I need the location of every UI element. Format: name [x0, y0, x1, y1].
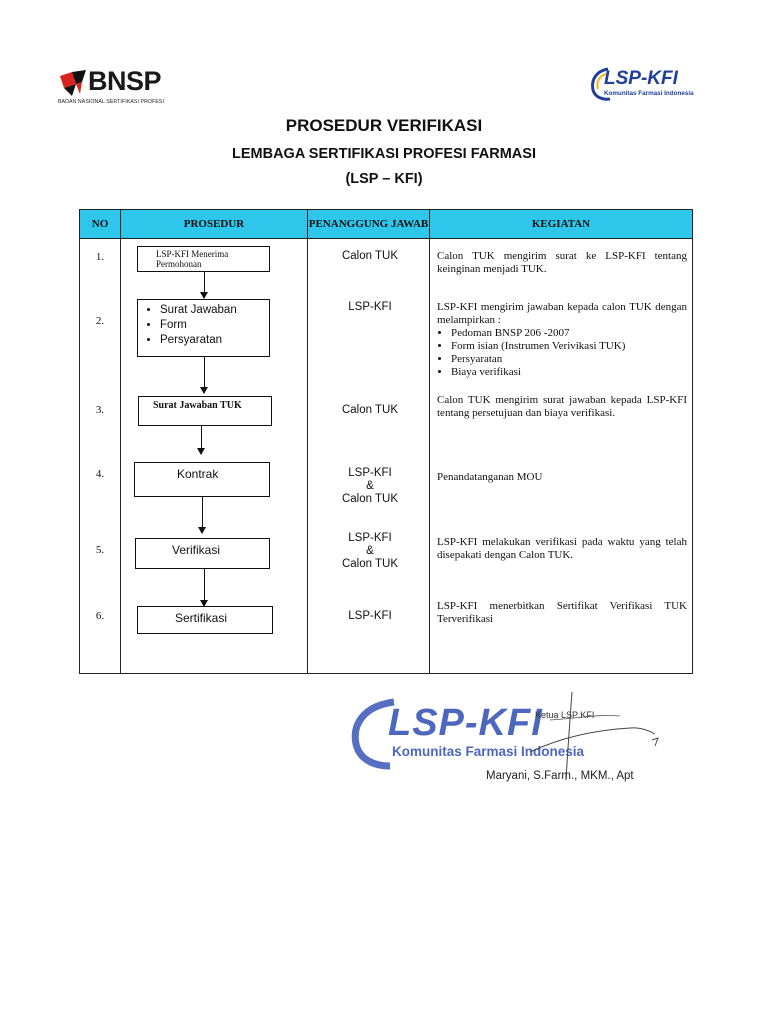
penanggung-jawab: Calon TUK [341, 250, 399, 262]
flow-box-dokumen [137, 299, 270, 357]
flow-arrow-down [201, 426, 202, 454]
handwritten-signature-icon [500, 690, 670, 800]
penanggung-jawab [309, 467, 431, 506]
column-divider [429, 210, 430, 673]
flow-box-permohonan [137, 246, 270, 272]
pj-line: & [366, 545, 374, 557]
flow-box-list-item: • Persyaratan [160, 333, 269, 348]
flow-arrow-down [204, 272, 205, 298]
pj-line: Calon TUK [341, 493, 399, 505]
stamp-subtitle: Komunitas Farmasi Indonesia [392, 744, 585, 759]
kegiatan-text: LSP-KFI mengirim jawaban kepada calon TUK dengan melampirkan : [437, 301, 687, 326]
bnsp-subtitle: BADAN NASIONAL SERTIFIKASI PROFESI [58, 99, 165, 105]
penanggung-jawab [309, 532, 431, 571]
penanggung-jawab: LSP-KFI [348, 610, 392, 622]
page-abbreviation: (LSP – KFI) [345, 171, 423, 187]
header-prosedur: PROSEDUR [183, 218, 245, 230]
flow-box-label: Verifikasi [172, 543, 221, 557]
flow-box-sertifikasi [137, 606, 273, 634]
kegiatan-text: Penandatanganan MOU [437, 471, 543, 483]
lsp-subtitle: Komunitas Farmasi Indonesia [604, 90, 694, 97]
header-penanggung-jawab: PENANGGUNG JAWAB [308, 218, 429, 230]
page-title: PROSEDUR VERIFIKASI [285, 116, 483, 135]
penanggung-jawab: LSP-KFI [348, 301, 392, 313]
flow-box-list-item: • Form [160, 318, 269, 333]
flow-box-kontrak [134, 462, 270, 497]
flow-arrow-down [204, 357, 205, 393]
lsp-kfi-logo [590, 66, 700, 104]
column-divider [307, 210, 308, 673]
kegiatan-list-item: • Pedoman BNSP 206 -2007 [451, 327, 687, 340]
bnsp-logo [58, 68, 178, 108]
flow-box-label: LSP-KFI Menerima Permohonan [156, 249, 229, 269]
row-number: 5. [95, 544, 105, 556]
kegiatan-text: LSP-KFI menerbitkan Sertifikat Verifikasi TUK Terverifikasi [437, 600, 687, 625]
flow-box-label: Kontrak [177, 467, 219, 481]
row-number: 4. [95, 468, 105, 480]
penanggung-jawab: Calon TUK [341, 404, 399, 416]
stamp-wordmark: LSP-KFI [388, 702, 543, 744]
signatory-role: Ketua LSP KFI [535, 710, 595, 720]
flow-arrow-down [204, 569, 205, 606]
lsp-wordmark: LSP-KFI [604, 68, 678, 89]
kegiatan-list-item: • Form isian (Instrumen Verivikasi TUK) [451, 340, 687, 353]
pj-line: & [366, 480, 374, 492]
kegiatan-text: Calon TUK mengirim surat ke LSP-KFI tentang keinginan menjadi TUK. [437, 250, 687, 275]
flow-box-list [138, 303, 269, 348]
table-header-row [80, 210, 692, 239]
kegiatan-list [437, 327, 687, 379]
column-divider [120, 210, 121, 673]
flow-box-list-item: • Surat Jawaban [160, 303, 269, 318]
bnsp-emblem-icon [58, 68, 90, 98]
pj-line: LSP-KFI [348, 532, 392, 544]
signatory-name: Maryani, S.Farm., MKM., Apt [486, 770, 634, 782]
flow-box-label: Surat Jawaban TUK [153, 400, 242, 411]
procedure-table [79, 209, 693, 674]
header-no: NO [91, 218, 109, 230]
kegiatan-text: LSP-KFI melakukan verifikasi pada waktu yang telah disepakati dengan Calon TUK. [437, 536, 687, 561]
flow-box-verifikasi [135, 538, 270, 569]
flow-box-label: Sertifikasi [175, 611, 228, 625]
row-number: 1. [95, 251, 105, 263]
kegiatan-list-item: • Persyaratan [451, 353, 687, 366]
flow-box-surat-jawaban [138, 396, 272, 426]
kegiatan-block [437, 301, 687, 379]
row-number: 2. [95, 315, 105, 327]
signature-block [350, 690, 690, 800]
kegiatan-list-item: • Biaya verifikasi [451, 366, 687, 379]
bnsp-wordmark: BNSP [88, 66, 162, 96]
page-subtitle: LEMBAGA SERTIFIKASI PROFESI FARMASI [232, 146, 536, 162]
flow-arrow-down [202, 497, 203, 533]
header-kegiatan: KEGIATAN [531, 218, 591, 230]
pj-line: LSP-KFI [348, 467, 392, 479]
row-number: 3. [95, 404, 105, 416]
kegiatan-text: Calon TUK mengirim surat jawaban kepada LSP-KFI tentang persetujuan dan biaya verifikasi. [437, 394, 687, 419]
pj-line: Calon TUK [341, 558, 399, 570]
row-number: 6. [95, 610, 105, 622]
